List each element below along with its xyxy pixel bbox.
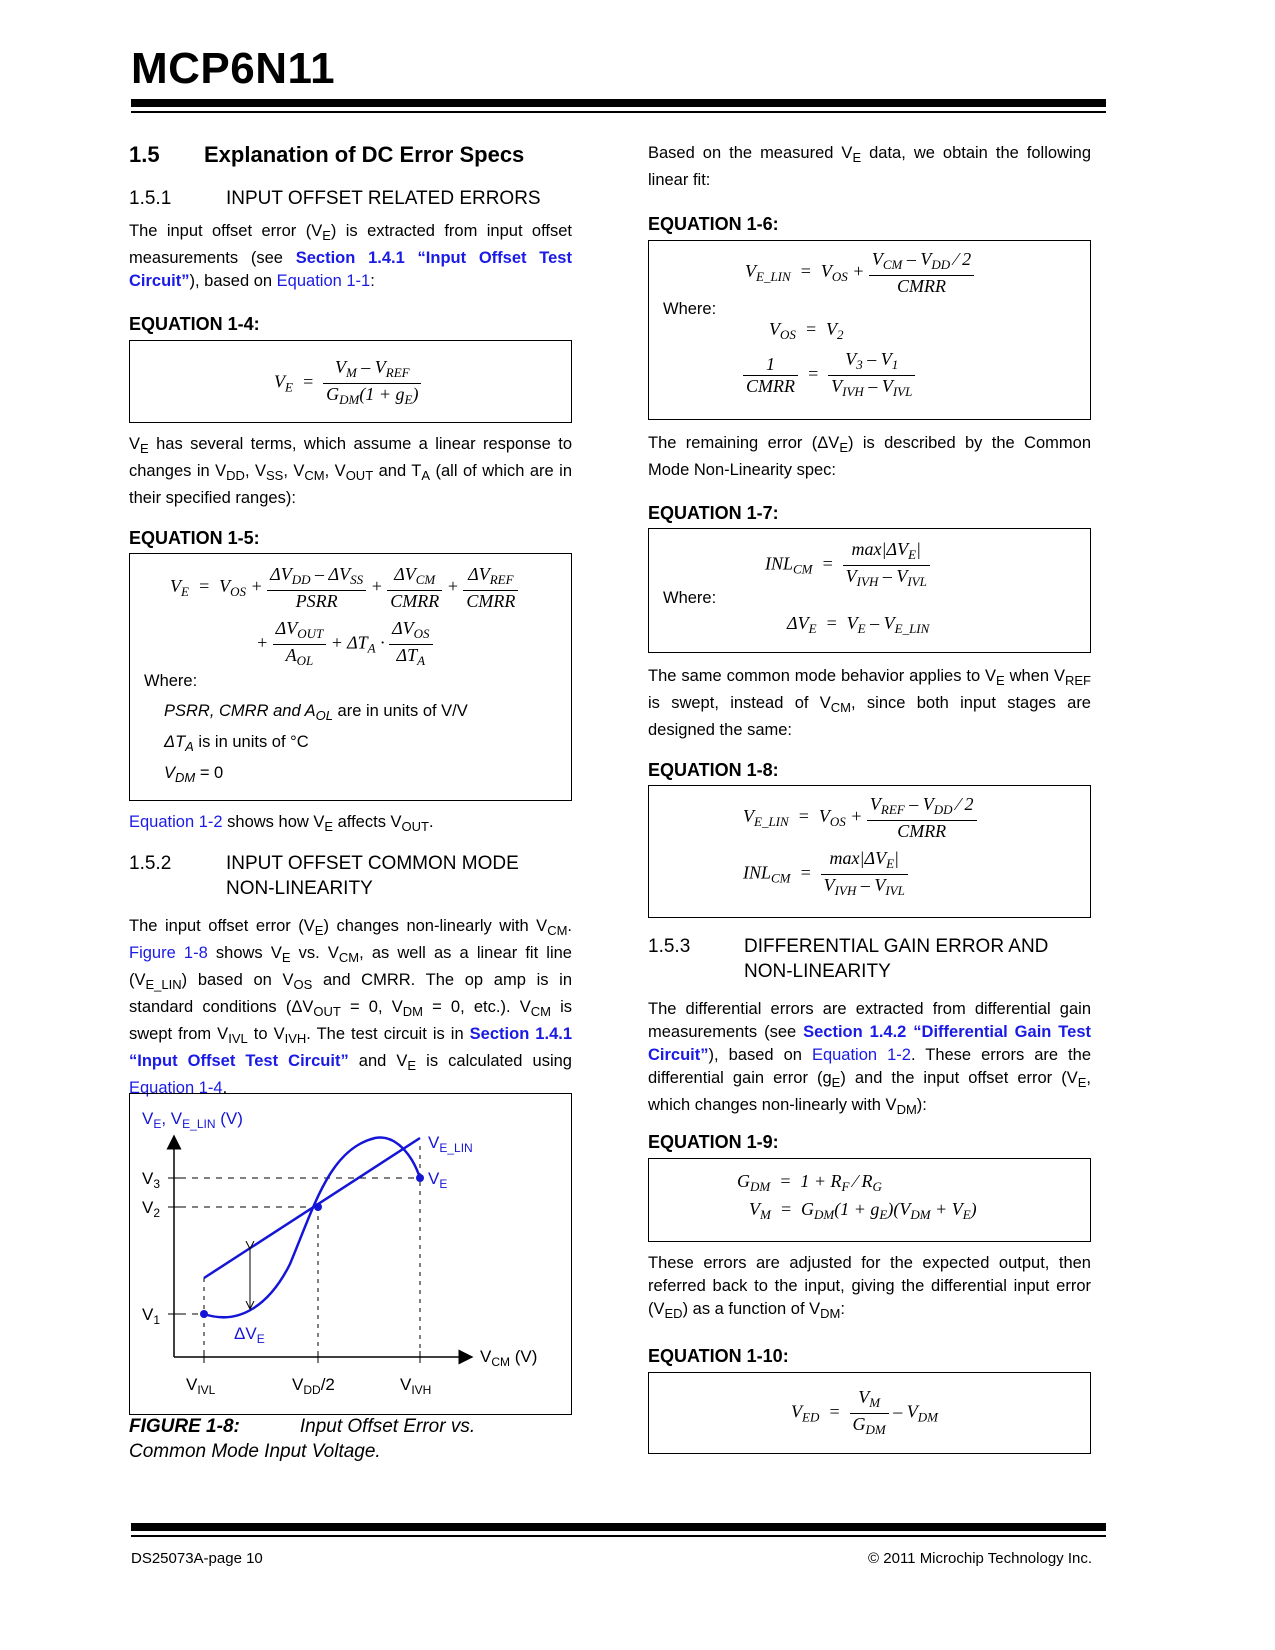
paragraph-same-behavior: The same common mode behavior applies to $V_E$ when $V_{REF}$ is swept, instead of $V_{CM}$, since both input stages are designed the same: <box>648 667 1091 739</box>
paragraph-differential-errors: The differential errors are extracted from differential gain measurements (see Section 1.4.2 “Differential Gain Test Circuit”), based on Equation 1-2. These errors are the differential gain error $(g_E)$ and the input offset error ($V_E$, which changes non-linearly with $V_{DM}$): <box>648 1000 1091 1117</box>
footer-copyright: © 2011 Microchip Technology Inc. <box>868 1550 1092 1567</box>
ve-curve <box>204 1137 420 1317</box>
footer-page-number: DS25073A-page 10 <box>131 1550 263 1567</box>
figure-1-8-caption: FIGURE 1-8: Input Offset Error vs. <box>129 1416 476 1437</box>
footer-rule-thin <box>131 1535 1106 1537</box>
section-1-5-1-number: 1.5.1 <box>129 188 172 209</box>
section-1-4-1-link[interactable]: Section 1.4.1 “Input Offset Test Circuit” <box>129 249 572 290</box>
y-axis-label: $V_E$, $V_{E\_LIN}$ (V) <box>142 1109 243 1131</box>
x-axis-label: $V_{CM}$ (V) <box>480 1347 538 1369</box>
section-1-4-2-link[interactable]: Section 1.4.2 “Differential Gain Test Circuit” <box>648 1023 1091 1064</box>
point-v3 <box>416 1174 424 1182</box>
x-tick-vivh: $V_{IVH}$ <box>400 1375 432 1397</box>
section-1-5-2-title-1: INPUT OFFSET COMMON MODE <box>226 853 519 874</box>
paragraph-equation-1-2: Equation 1-2 shows how $V_E$ affects $V_{OUT}$. <box>129 813 434 834</box>
section-1-5-1-title: INPUT OFFSET RELATED ERRORS <box>226 188 541 209</box>
ve-lin-label: $V_{E\_LIN}$ <box>428 1133 473 1155</box>
equation-1-8-box <box>648 785 1091 918</box>
equation-1-9-label: EQUATION 1-9: <box>648 1132 779 1152</box>
ve-label: $V_E$ <box>428 1169 448 1191</box>
section-1-5-title: Explanation of DC Error Specs <box>204 142 525 167</box>
section-1-5-number: 1.5 <box>129 142 160 167</box>
equation-1-10-formula: $V_{ED}$ = $\frac{V_M}{G_{DM}}$ – $V_{DM}$ <box>791 1387 938 1437</box>
paragraph-linear-fit: Based on the measured $V_E$ data, we obtain the following linear fit: <box>648 144 1091 189</box>
equation-1-6-label: EQUATION 1-6: <box>648 214 779 234</box>
section-1-4-1-link-2[interactable]: Section 1.4.1 “Input Offset Test Circuit” <box>129 1025 573 1070</box>
equation-1-10-label: EQUATION 1-10: <box>648 1346 789 1366</box>
document-title: MCP6N11 <box>131 44 336 93</box>
y-tick-v3: $V_3$ <box>142 1169 161 1191</box>
equation-1-5-box <box>129 553 572 801</box>
point-v2 <box>314 1203 322 1211</box>
equation-1-5-units-2: $\Delta T_A$ is in units of °C <box>164 733 309 754</box>
equation-1-7-formula: $INL_{CM}$ = $\frac{\max|\Delta V_E|}{V_{IVH} - V_{IVL}}$ <box>765 539 930 592</box>
figure-1-8-plot <box>130 1094 570 1413</box>
equation-1-6-cmrr: $\frac{1}{\text{CMRR}}$ = $\frac{V_3 - V_1}{V_{IVH} - V_{IVL}}$ <box>743 349 915 402</box>
equation-1-4-link[interactable]: Equation 1-4 <box>129 1079 223 1097</box>
section-1-5-2-title-2: NON-LINEARITY <box>226 878 373 899</box>
delta-ve-label: $\Delta V_E$ <box>234 1324 265 1346</box>
header-rule-thick <box>131 99 1106 107</box>
equation-1-7-where: Where: <box>663 589 717 607</box>
equation-1-5-label: EQUATION 1-5: <box>129 528 260 548</box>
equation-1-9-formula-2: $V_M = G_{DM}(1 + g_E)(V_{DM} + V_E)$ <box>749 1199 977 1222</box>
equation-1-7-delta-ve: $\Delta V_E = V_E - V_{E\_LIN}$ <box>787 613 930 636</box>
figure-1-8-caption-2: Common Mode Input Voltage. <box>129 1441 381 1462</box>
equation-1-6-box <box>648 240 1091 420</box>
point-v1 <box>200 1310 208 1318</box>
section-1-5-3-title-2: NON-LINEARITY <box>744 961 891 982</box>
x-tick-vivl: $V_{IVL}$ <box>186 1375 216 1397</box>
equation-1-5-units-3: $V_{DM} = 0$ <box>164 764 224 785</box>
equation-1-6-vos: $V_{OS} = V_2$ <box>769 319 844 342</box>
x-tick-vdd-half: $V_{DD}/2$ <box>292 1375 335 1397</box>
paragraph-input-offset-error: The input offset error $(V_E)$ is extracted from input offset measurements (see Section 1.4.1 “Input Offset Test Circuit”), based on Equation 1-1: <box>129 222 572 290</box>
section-1-5-3-number: 1.5.3 <box>648 936 691 957</box>
equation-1-7-box <box>648 528 1091 653</box>
equation-1-8-label: EQUATION 1-8: <box>648 760 779 780</box>
equation-1-5-line-1: $V_E = V_{OS}$ + $\frac{\Delta V_{DD} - \Delta V_{SS}}{\text{PSRR}}$ + $\frac{\Delta V_{CM}}{\text{CMRR}}$ + $\frac{\Delta V_{REF}}{\text{CMRR}}$ <box>170 564 518 612</box>
y-tick-v1: $V_1$ <box>142 1305 161 1327</box>
equation-1-5-where: Where: <box>144 672 198 690</box>
section-1-5-3-title-1: DIFFERENTIAL GAIN ERROR AND <box>744 936 1049 957</box>
equation-1-6-formula: $V_{E\_LIN} = V_{OS}$ + $\frac{V_{CM} - V_{DD} ⁄ 2}{\text{CMRR}}$ <box>745 249 974 297</box>
figure-1-8-link[interactable]: Figure 1-8 <box>129 944 208 962</box>
paragraph-ve-terms: $V_E$ has several terms, which assume a linear response to changes in $V_{DD}$, $V_{SS}$, $V_{CM}$, $V_{OUT}$ and $T_A$ (all of which are in their specified ranges): <box>129 435 572 507</box>
equation-1-4-box <box>129 340 572 423</box>
equation-1-2-link[interactable]: Equation 1-2 <box>129 813 223 831</box>
paragraph-adjusted-errors: These errors are adjusted for the expected output, then referred back to the input, giving the differential input error $(V_{ED})$ as a function of $V_{DM}$: <box>648 1254 1091 1321</box>
equation-1-10-box <box>648 1372 1091 1454</box>
paragraph-remaining-error: The remaining error $(\Delta V_E)$ is described by the Common Mode Non-Linearity spec: <box>648 434 1091 479</box>
paragraph-common-mode-nonlinearity: The input offset error $(V_E)$ changes non-linearly with $V_{CM}$. Figure 1-8 shows $V_E$ vs. $V_{CM}$, as well as a linear fit line $(V_{E\_LIN})$ based on $V_{OS}$ and CMRR. The op amp is in standard conditions ($\Delta V_{OUT} = 0$, $V_{DM} = 0$, etc.). $V_{CM}$ is swept from $V_{IVL}$ to $V_{IVH}$. The test circuit is in Section 1.4.1 “Input Offset Test Circuit” and $V_E$ is calculated using Equation 1-4. <box>129 917 573 1097</box>
footer-rule-thick <box>131 1523 1106 1531</box>
y-tick-v2: $V_2$ <box>142 1198 161 1220</box>
equation-1-5-line-2: + $\frac{\Delta V_{OUT}}{A_{OL}}$ + $\Delta T_A$ · $\frac{\Delta V_{OS}}{\Delta T_A}$ <box>256 618 433 671</box>
figure-1-8-frame <box>129 1093 572 1415</box>
equation-1-4-label: EQUATION 1-4: <box>129 314 260 334</box>
equation-1-2-link-2[interactable]: Equation 1-2 <box>811 1046 911 1064</box>
equation-1-9-formula-1: $G_{DM} = 1 + R_F$ ⁄ $R_G$ <box>737 1171 882 1194</box>
equation-1-8-formula-1: $V_{E\_LIN} = V_{OS}$ + $\frac{V_{REF} - V_{DD} ⁄ 2}{\text{CMRR}}$ <box>743 794 977 842</box>
equation-1-4-formula: $V_E$ = $\frac{V_M - V_{REF}}{G_{DM}(1 + g_E)}$ <box>274 357 421 410</box>
equation-1-8-formula-2: $INL_{CM}$ = $\frac{\max|\Delta V_E|}{V_{IVH} - V_{IVL}}$ <box>743 848 908 901</box>
section-1-5-2-number: 1.5.2 <box>129 853 172 874</box>
equation-1-6-where: Where: <box>663 300 717 318</box>
equation-1-9-box <box>648 1158 1091 1242</box>
header-rule-thin <box>131 111 1106 113</box>
equation-1-1-link[interactable]: Equation 1-1 <box>276 272 371 290</box>
equation-1-5-units-1: PSRR, CMRR and $A_{OL}$ are in units of V/V <box>164 702 468 723</box>
equation-1-7-label: EQUATION 1-7: <box>648 503 779 523</box>
